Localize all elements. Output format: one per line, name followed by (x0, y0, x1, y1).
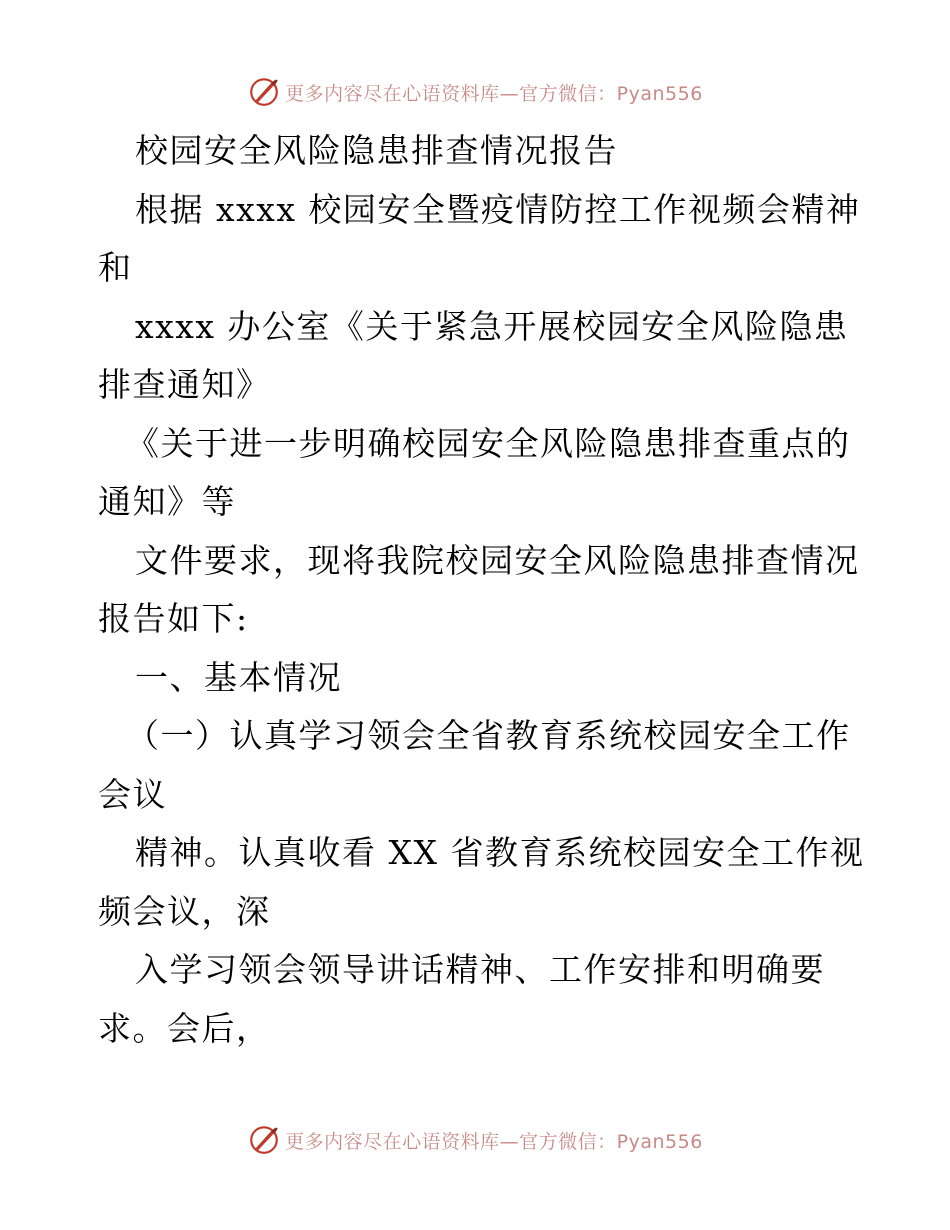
paragraph-line: 报告如下: (98, 599, 249, 638)
paragraph-line: 和 (98, 248, 133, 287)
watermark-text: 更多内容尽在心语资料库—官方微信：Pyan556 (285, 1130, 703, 1153)
paragraph-line: 《关于进一步明确校园安全风险隐患排查重点的 (126, 423, 851, 463)
section-heading: 一、基本情况 (135, 657, 342, 697)
header-watermark (0, 72, 950, 112)
quill-pen-logo-icon (247, 75, 281, 109)
document-title: 校园安全风险隐患排查情况报告 (135, 131, 618, 170)
paragraph-line: 文件要求，现将我院校园安全风险隐患排查情况 (135, 540, 860, 580)
paragraph-line: 根据 xxxx 校园安全暨疫情防控工作视频会精神 (135, 189, 861, 229)
paragraph-line: 入学习领会领导讲话精神、工作安排和明确要 (135, 950, 825, 989)
paragraph-line: 通知》等 (98, 482, 236, 521)
footer-watermark (0, 1120, 950, 1160)
paragraph-line: xxxx 办公室《关于紧急开展校园安全风险隐患 (135, 306, 849, 346)
paragraph-line: 频会议，深 (98, 891, 271, 931)
paragraph-line: 排查通知》 (98, 365, 271, 404)
quill-pen-logo-icon (247, 1123, 281, 1157)
document-body (98, 122, 865, 1058)
watermark-text: 更多内容尽在心语资料库—官方微信：Pyan556 (285, 82, 703, 105)
paragraph-line: 会议 (98, 774, 167, 814)
paragraph-line: 精神。认真收看 XX 省教育系统校园安全工作视 (135, 833, 865, 872)
subsection-heading: （一）认真学习领会全省教育系统校园安全工作 (126, 716, 851, 755)
paragraph-line: 求。会后， (98, 1008, 271, 1048)
